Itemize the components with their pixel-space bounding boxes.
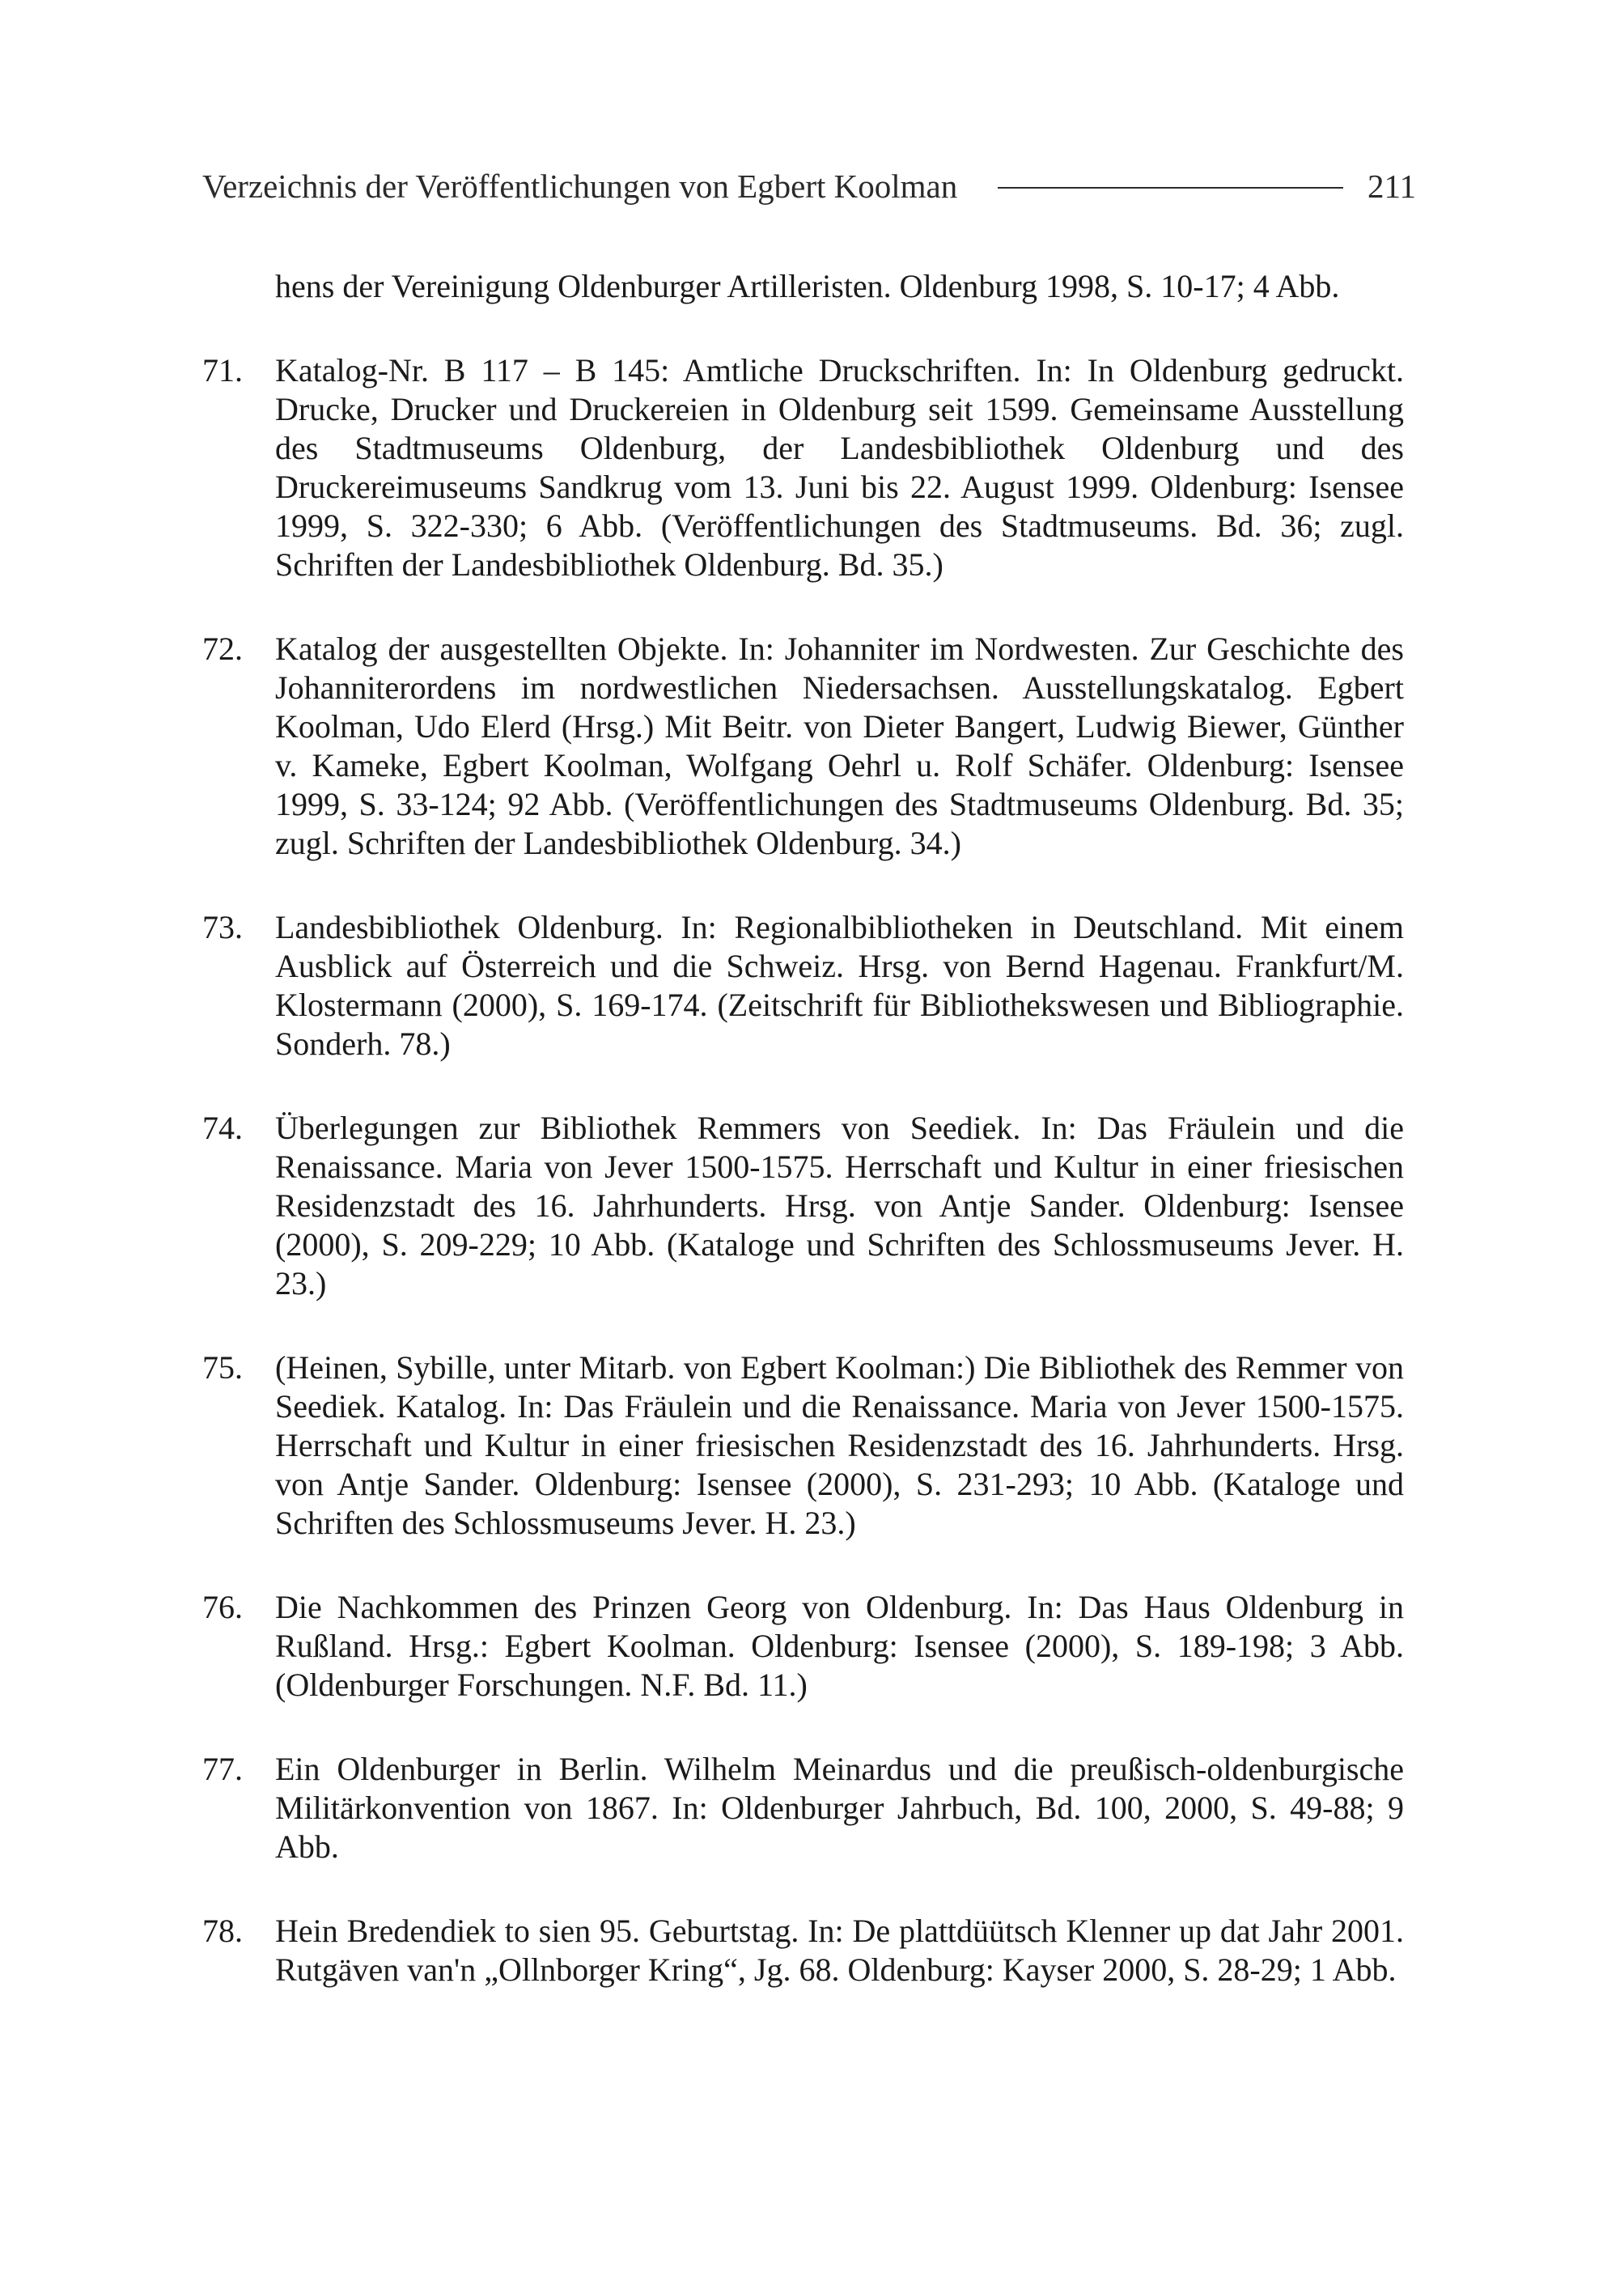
bibliography-entry-75 — [202, 1348, 1404, 1543]
entry-text: Ein Oldenburger in Berlin. Wilhelm Meinardus und die preußisch-oldenburgische Militärkonvention von 1867. In: Oldenburger Jahrbuch, Bd. 100, 2000, S. 49-88; 9 Abb. — [275, 1751, 1404, 1865]
continuation-entry — [275, 267, 1404, 306]
entry-number: 74. — [202, 1110, 243, 1146]
continuation-text: hens der Vereinigung Oldenburger Artilleristen. Oldenburg 1998, S. 10-17; 4 Abb. — [275, 268, 1340, 304]
entry-number: 73. — [202, 909, 243, 945]
bibliography-entry-78 — [202, 1912, 1404, 1989]
bibliography-entry-72 — [202, 630, 1404, 863]
bibliography-entry-74 — [202, 1109, 1404, 1303]
bibliography-list — [202, 267, 1404, 2035]
header-rule — [998, 187, 1343, 189]
entry-text: Katalog der ausgestellten Objekte. In: Johanniter im Nordwesten. Zur Geschichte des Johanniterordens im nordwestlichen Niedersachsen. Ausstellungskatalog. Egbert Koolman, Udo Elerd (Hrsg.) Mit Beitr. von Dieter Bangert, Ludwig Biewer, Günther v. Kameke, Egbert Koolman, Wolfgang Oehrl u. Rolf Schäfer. Oldenburg: Isensee 1999, S. 33-124; 92 Abb. (Veröffentlichungen des Stadtmuseums Oldenburg. Bd. 35; zugl. Schriften der Landesbibliothek Oldenburg. 34.) — [275, 631, 1404, 861]
entry-text: Die Nachkommen des Prinzen Georg von Oldenburg. In: Das Haus Oldenburg in Rußland. Hrsg.: Egbert Koolman. Oldenburg: Isensee (2000), S. 189-198; 3 Abb. (Oldenburger Forschungen. N.F. Bd. 11.) — [275, 1589, 1404, 1703]
bibliography-entry-77 — [202, 1750, 1404, 1866]
entry-text: Landesbibliothek Oldenburg. In: Regionalbibliotheken in Deutschland. Mit einem Ausblick auf Österreich und die Schweiz. Hrsg. von Bernd Hagenau. Frankfurt/M. Klostermann (2000), S. 169-174. (Zeitschrift für Bibliothekswesen und Bibliographie. Sonderh. 78.) — [275, 909, 1404, 1062]
page-number: 211 — [1367, 168, 1416, 205]
bibliography-entry-76 — [202, 1588, 1404, 1705]
entry-text: (Heinen, Sybille, unter Mitarb. von Egbert Koolman:) Die Bibliothek des Remmer von Seediek. Katalog. In: Das Fräulein und die Renaissance. Maria von Jever 1500-1575. Herrschaft und Kultur in einer friesischen Residenzstadt des 16. Jahrhunderts. Hrsg. von Antje Sander. Oldenburg: Isensee (2000), S. 231-293; 10 Abb. (Kataloge und Schriften des Schlossmuseums Jever. H. 23.) — [275, 1349, 1404, 1541]
entry-number: 78. — [202, 1913, 243, 1949]
entry-number: 76. — [202, 1589, 243, 1625]
bibliography-entry-73 — [202, 908, 1404, 1064]
bibliography-entry-71 — [202, 351, 1404, 584]
running-header — [202, 162, 1416, 210]
entry-number: 75. — [202, 1349, 243, 1386]
entry-number: 77. — [202, 1751, 243, 1787]
entry-text: Überlegungen zur Bibliothek Remmers von Seediek. In: Das Fräulein und die Renaissance. Maria von Jever 1500-1575. Herrschaft und Kultur in einer friesischen Residenzstadt des 16. Jahrhunderts. Hrsg. von Antje Sander. Oldenburg: Isensee (2000), S. 209-229; 10 Abb. (Kataloge und Schriften des Schlossmuseums Jever. H. 23.) — [275, 1110, 1404, 1301]
entry-text: Katalog-Nr. B 117 – B 145: Amtliche Druckschriften. In: In Oldenburg gedruckt. Drucke, Drucker und Druckereien in Oldenburg seit 1599. Gemeinsame Ausstellung des Stadtmuseums Oldenburg, der Landesbibliothek Oldenburg und des Druckereimuseums Sandkrug vom 13. Juni bis 22. August 1999. Oldenburg: Isensee 1999, S. 322-330; 6 Abb. (Veröffentlichungen des Stadtmuseums. Bd. 36; zugl. Schriften der Landesbibliothek Oldenburg. Bd. 35.) — [275, 352, 1404, 583]
entry-number: 71. — [202, 352, 243, 389]
entry-text: Hein Bredendiek to sien 95. Geburtstag. In: De plattdüütsch Klenner up dat Jahr 2001. Rutgäven van'n „Ollnborger Kring“, Jg. 68. Oldenburg: Kayser 2000, S. 28-29; 1 Abb. — [275, 1913, 1404, 1988]
entry-number: 72. — [202, 631, 243, 667]
header-title: Verzeichnis der Veröffentlichungen von Egbert Koolman — [202, 168, 958, 205]
